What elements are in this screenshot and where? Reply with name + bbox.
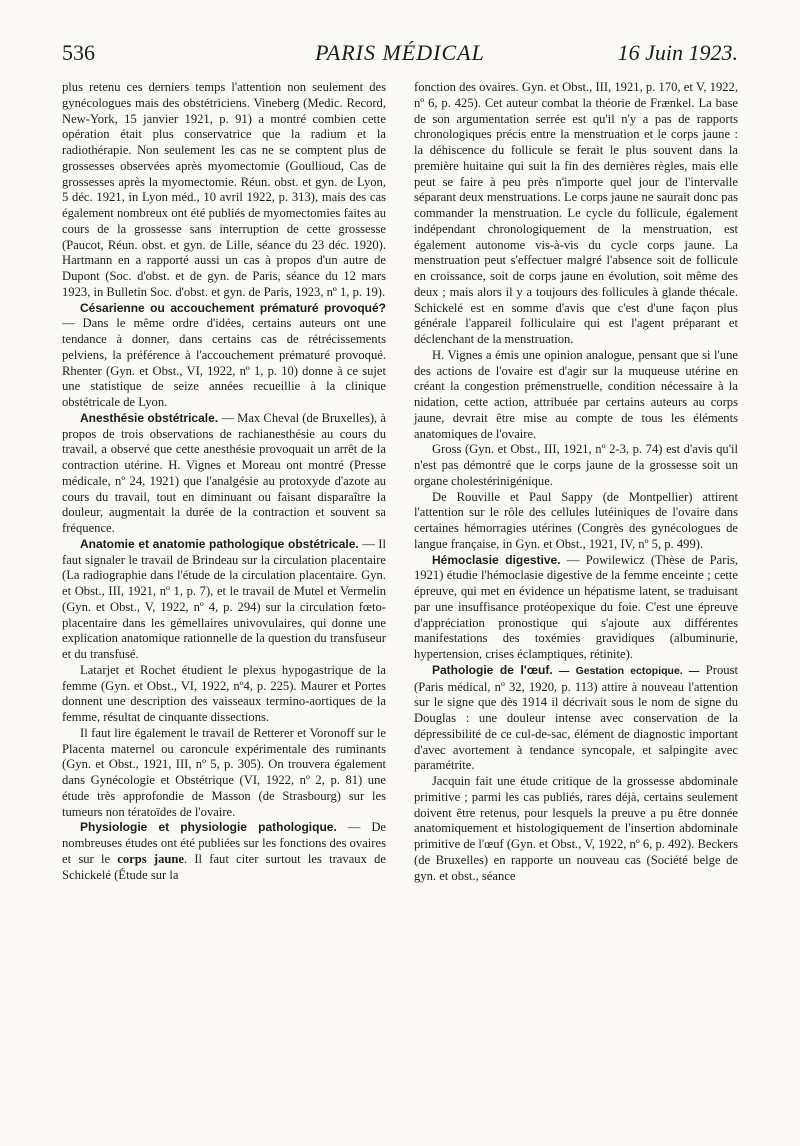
section-heading: Physiologie et physiologie pathologique. bbox=[80, 820, 337, 835]
page-header bbox=[62, 40, 738, 70]
section-anesthesie bbox=[62, 411, 386, 537]
page-number: 536 bbox=[62, 40, 95, 65]
section-anatomie bbox=[62, 537, 386, 663]
section-text: — De nombreuses études ont été publiées sur les fonctions des ovaires et sur le bbox=[62, 820, 386, 866]
left-column bbox=[62, 80, 386, 883]
section-text: — Max Cheval (de Bruxelles), à propos de trois observations de rachianesthésie au cours du travail, a observé que cette anesthésie provoquait un arrêt de la contraction utérine. H. Vignes et Moreau ont montré (Presse médicale, nº 24, 1921) que l'analgésie au protoxyde d'azote au cours du travail, tout en diminuant ou faisant disparaître la douleur, augmentait la durée de la contraction et souvent sa fréquence. bbox=[62, 410, 386, 535]
section-heading: Hémoclasie digestive. bbox=[432, 552, 561, 567]
paragraph: fonction des ovaires. Gyn. et Obst., III, 1921, p. 170, et V, 1922, nº 6, p. 425). Cet auteur combat la théorie de Frænkel. La base de son argumentation serrée est qu'il n'y a pas de rapports chronologiques précis entre la menstruation et le corps jaune : la déhiscence du follicule se ferait le plus souvent dans la première huitaine qui suit la fin des dernières règles, mais elle peut se faire à peu près n'importe quel jour de l'intervalle séparant deux menstruations. Le corps jaune ne saurait donc pas commander la menstruation. Le cycle du follicule, également indépendant chronologiquement de la menstruation, est également autonome vis-à-vis du cycle corps jaune. La menstruation peut s'effectuer malgré l'absence soit de follicule en croissance, soit de corps jaune en évolution, soit même des deux ; mais alors il y a toujours des follicules à glande thécale. Schickelé est en somme d'avis que c'est d'une façon plus générale l'appareil folliculaire qui est l'agent préparant et déclenchant de la menstruation. bbox=[414, 80, 738, 346]
section-heading: Anatomie et anatomie pathologique obstétricale. bbox=[80, 536, 359, 551]
section-pathologie bbox=[414, 663, 738, 774]
section-text: . Il faut citer surtout les travaux de Schickelé (Étude sur la bbox=[62, 851, 386, 882]
subsection-heading: — Gestation ectopique. — bbox=[552, 664, 700, 677]
paragraph: Jacquin fait une étude critique de la grossesse abdominale primitive ; parmi les cas publiés, rares déjà, certains seulement doivent être retenus, pour lesquels la preuve a pu être donnée anatomiquement et histologiquement de l'insertion abdominale primitive de l'œuf (Gyn. et Obst., V, 1922, nº 6, p. 492). Beckers (de Bruxelles) en rapporte un nouveau cas (Société belge de gyn. et obst., séance bbox=[414, 774, 739, 883]
section-text: — Dans le même ordre d'idées, certains auteurs ont une tendance à donner, dans certains cas de rétrécissements pelviens, la préférence à l'accouchement prématuré provoqué. Rhenter (Gyn. et Obst., VI, 1922, nº 1, p. 10) donne à ce sujet une statistique de seize années recueillie à la clinique obstétricale de Lyon. bbox=[62, 316, 386, 409]
section-cesarienne bbox=[62, 301, 386, 411]
section-hemoclasie bbox=[414, 553, 738, 663]
section-heading: Pathologie de l'œuf. bbox=[432, 662, 553, 677]
paragraph: H. Vignes a émis une opinion analogue, pensant que si l'une des actions de l'ovaire est d'agir sur la muqueuse utérine en créant la congestion prémenstruelle, condition nécessaire à la nidation, cette action, attribuée par certains auteurs au corps jaune, devrait être mise au compte de tous les éléments anatomiques de l'ovaire. bbox=[414, 347, 738, 441]
right-column bbox=[414, 80, 738, 884]
section-heading: Césarienne ou accouchement prématuré provoqué? bbox=[80, 300, 386, 315]
paragraph: Gross (Gyn. et Obst., III, 1921, nº 2-3, p. 74) est d'avis qu'il n'est pas démontré que le corps jaune de la grossesse soit un organe cholestérinigénique. bbox=[414, 442, 738, 488]
issue-date: 16 Juin 1923. bbox=[617, 40, 738, 65]
section-text: — Powilewicz (Thèse de Paris, 1921) étudie l'hémoclasie digestive de la femme enceinte ; cette épreuve, qui met en évidence un hépatisme latent, se traduisant par une insuffisance protéopexique du foie. C'est une épreuve d'appréciation pronostique qui s'ajoute aux différentes manifestations des toxémies gravidiques (albuminurie, hypertension, crises éclamptiques, rétinite). bbox=[414, 552, 738, 661]
section-text: — Il faut signaler le travail de Brindeau sur la circulation placentaire (La radiographie dans l'étude de la circulation placentaire. Gyn. et Obst., III, 1921, nº 1, p. 7), et le travail de Mutel et Vermelin (Gyn. et Obst., V, 1922, nº 4, p. 294) sur la circulation fœto-placentaire dans les gémellaires univovulaires, qui donne une explication anatomique rationnelle de la question du transfuseur et du transfusé. bbox=[62, 536, 386, 661]
paragraph: De Rouville et Paul Sappy (de Montpellier) attirent l'attention sur le rôle des cellules lutéiniques de l'ovaire dans certaines hémorragies utérines (Congrès des gynécologues de langue française, in Gyn. et Obst., 1921, IV, nº 5, p. 499). bbox=[414, 489, 738, 551]
section-heading: Anesthésie obstétricale. bbox=[80, 410, 219, 425]
section-physiologie bbox=[62, 820, 386, 883]
paragraph: Latarjet et Rochet étudient le plexus hypogastrique de la femme (Gyn. et Obst., VI, 1922, nº4, p. 225). Maurer et Portes donnent une description des vaisseaux termino-aortiques de la femme, résultat de cinquante dissections. bbox=[62, 662, 386, 724]
section-text: Proust (Paris médical, nº 32, 1920, p. 113) attire à nouveau l'attention sur le signe que dès 1914 il décrivait sous le nom de signe du Douglas : une douleur intense avec conservation de la dépressibilité de ce cul-de-sac, élément de diagnostic important d'avec avortement à tendance syncopale, et salpingite avec paramétrite. bbox=[414, 662, 738, 773]
journal-title: PARIS MÉDICAL bbox=[315, 40, 485, 65]
paragraph: plus retenu ces derniers temps l'attention non seulement des gynécologues mais des obstétriciens. Vineberg (Medic. Record, New-York, 15 janvier 1921, p. 91) a montré combien cette opération était plus conservatrice que la radium et la radiothérapie. Non seulement les cas ne se comptent plus de grossesses observées après myomectomie (Goullioud, Cas de grossesses après la myomectomie. Réun. obst. et gyn. de Lyon, 5 déc. 1921, in Lyon méd., 10 avril 1922, p. 313), mais des cas également nombreux ont été publiés de myomectomies faites au cours de la grossesse sans interruption de cette grossesse (Paucot, Réun. obst. et gyn. de Lille, séance du 23 déc. 1920). Hartmann en a rapporté aussi un cas à propos d'un autre de Dupont (Soc. d'obst. et de gyn. de Paris, séance du 12 mars 1923, in Bulletin Soc. d'obst. et gyn. de Paris, 1923, nº 1, p. 19). bbox=[62, 80, 386, 299]
paragraph: Il faut lire également le travail de Retterer et Voronoff sur le Placenta maternel ou caroncule expérimentale des ruminants (Gyn. et Obst., 1921, III, nº 5, p. 305). On trouvera également dans Gynécologie et Obstétrique (VI, 1922, nº 2, p. 81) une étude très approfondie de Masson (de Strasbourg) sur les tumeurs non tératoïdes de l'ovaire. bbox=[62, 725, 386, 819]
bold-term: corps jaune bbox=[117, 851, 184, 866]
